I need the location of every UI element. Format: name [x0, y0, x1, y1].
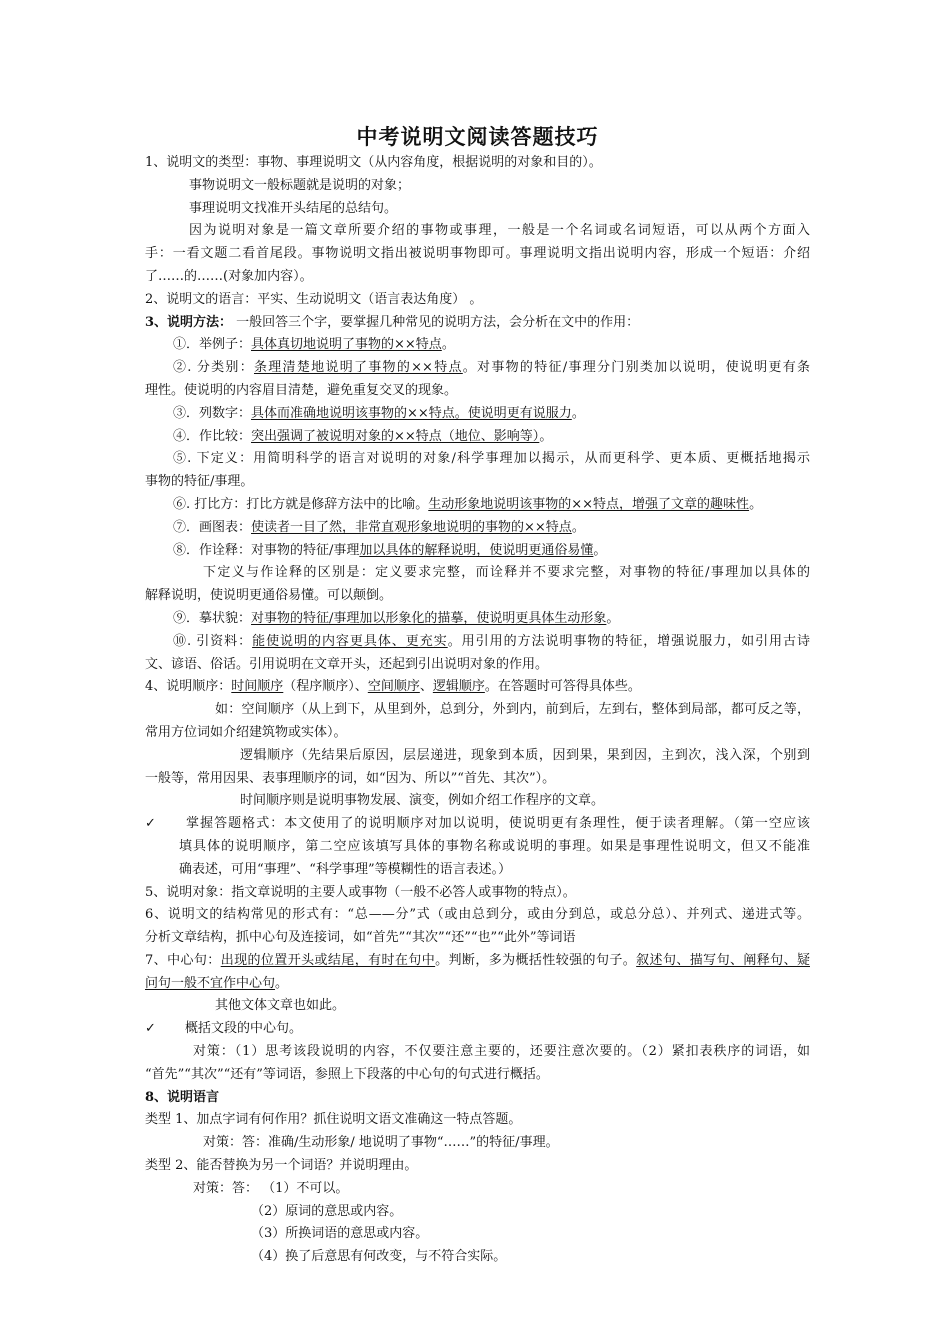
text-segment: 。 [606, 610, 620, 626]
text-segment: 。 [571, 405, 585, 421]
text-segment: 。 [571, 519, 585, 535]
text-line [145, 722, 810, 745]
underlined-text: 突出强调了被说明对象的××特点（地位、影响等） [251, 428, 540, 444]
text-line [145, 768, 810, 791]
text-line [145, 813, 810, 836]
text-segment: 。在答题时可答得具体些。 [484, 679, 641, 695]
text-segment: 解释说明，使说明更通俗易懂。可以颠倒。 [145, 588, 393, 604]
text-line [145, 448, 810, 471]
text-segment: 1、说明文的类型：事物、事理说明文（从内容角度，根据说明的对象和目的）。 [145, 155, 602, 170]
text-segment: 。 [275, 975, 289, 991]
text-line [145, 403, 810, 426]
text-segment: 时间顺序则是说明事物发展、演变，例如介绍工作程序的文章。 [240, 793, 605, 809]
text-line [145, 562, 810, 585]
text-line [145, 631, 810, 654]
text-line [145, 608, 810, 631]
checkmark-icon: ✓ [145, 816, 156, 832]
text-line [145, 152, 810, 175]
text-line [145, 1155, 810, 1178]
underlined-text: 使读者一目了然，非常直观形象地说明的事物的××特点 [251, 519, 572, 535]
text-line [145, 312, 810, 335]
text-segment: 对策：答： （1）不可以。 [193, 1180, 349, 1196]
text-segment: （程序顺序）、 [283, 679, 368, 695]
underlined-text: 能使说明的内容更具体、更充实 [252, 633, 448, 649]
underlined-text: 问句一般不宜作中心句 [145, 975, 276, 991]
document-page [145, 122, 810, 1269]
text-segment: 事物说明文一般标题就是说明的对象； [189, 177, 411, 193]
text-line [145, 927, 810, 950]
text-segment: ④．作比较： [173, 428, 252, 444]
underlined-text: 时间顺序 [231, 679, 284, 695]
text-segment: ②. 分类别： [173, 360, 254, 376]
text-segment: （4）换了后意思有何改变，与不符合实际。 [251, 1249, 507, 1265]
document-body [145, 152, 810, 1269]
text-segment: 。 [749, 496, 763, 512]
text-segment: 掌握答题格式：本文使用了的说明顺序对加以说明，使说明更有条理性，便于读者理解。（第一空应该 [185, 816, 810, 832]
text-line [145, 1223, 810, 1246]
text-segment: 对策：答：准确/生动形象/ 地说明了事物“……”的特征/事理。 [203, 1135, 559, 1151]
text-segment: 。 [441, 337, 455, 353]
text-line [145, 471, 810, 494]
text-segment: （2）原词的意思或内容。 [251, 1203, 403, 1219]
text-segment: 。对事物的特征/事理分门别类加以说明，使说明更有条 [462, 360, 810, 376]
underlined-text: 逻辑顺序 [432, 679, 485, 695]
underlined-text: 对事物的特征/事理加以形象化的描摹，使说明更具体生动形象 [251, 610, 607, 626]
text-segment: 理性。使说明的内容眉目清楚，避免重复交叉的现象。 [145, 382, 458, 398]
text-line [145, 1201, 810, 1224]
text-line [145, 198, 810, 221]
text-line [145, 517, 810, 540]
text-segment: 6、说明文的结构常见的形式有：“总——分”式（或由总到分，或由分到总，或总分总）、并列式、递进式等。 [145, 907, 810, 923]
text-segment: 7、中心句： [145, 952, 221, 968]
text-segment: 如：空间顺序（从上到下，从里到外，总到分，外到内，前到后，左到右，整体到局部，都可反之等， [215, 702, 810, 718]
text-line [145, 494, 810, 517]
text-line [145, 585, 810, 608]
text-segment: 3、说明方法： [145, 314, 233, 330]
text-segment: 了……的……(对象加内容）。 [145, 268, 313, 284]
text-line [145, 1041, 810, 1064]
text-line [145, 540, 810, 563]
text-segment: ⑨．摹状貌： [173, 610, 252, 626]
text-line [145, 859, 810, 882]
checkmark-icon: ✓ [145, 1021, 156, 1037]
text-line [145, 995, 810, 1018]
text-segment: ⑦．画图表： [173, 519, 252, 535]
text-line [145, 426, 810, 449]
text-line [145, 904, 810, 927]
text-segment: 概括文段的中心句。 [185, 1021, 303, 1037]
text-segment: 2、说明文的语言：平实、生动说明文（语言表达角度） 。 [145, 291, 483, 307]
text-line [145, 790, 810, 813]
text-segment: 、 [419, 679, 433, 695]
text-line [145, 357, 810, 380]
text-line [145, 1109, 810, 1132]
text-line [145, 175, 810, 198]
text-segment: 对策：（1）思考该段说明的内容，不仅要注意主要的，还要注意次要的。（2）紧扣表秩序的词语，如 [193, 1044, 810, 1060]
text-segment: 一般等，常用因果、表事理顺序的词，如“因为、所以”“首先、其次”）。 [145, 770, 556, 786]
text-segment: （3）所换词语的意思或内容。 [251, 1226, 429, 1242]
text-line [145, 654, 810, 677]
text-segment: 确表述，可用“事理”、“科学事理”等模糊性的语言表述。） [179, 861, 512, 877]
underlined-text: 具体真切地说明了事物的××特点 [251, 337, 442, 353]
text-segment: ①．举例子： [173, 337, 252, 353]
page-title: 中考说明文阅读答题技巧 [356, 125, 599, 149]
text-segment: 其他文体文章也如此。 [215, 998, 346, 1014]
underlined-text: 空间顺序 [367, 679, 420, 695]
text-segment: “首先”“其次”“还有”等词语，参照上下段落的中心句的句式进行概括。 [145, 1066, 549, 1082]
text-segment: 因为说明对象是一篇文章所要介绍的事物或事理，一般是一个名词或名词短语，可以从两个方面入 [189, 223, 810, 239]
text-line [145, 745, 810, 768]
text-line [145, 699, 810, 722]
text-segment: 下定义与作诠释的区别是：定义要求完整，而诠释并不要求完整，对事物的特征/事理加以具体的 [203, 565, 810, 581]
text-segment: 一般回答三个字，要掌握几种常见的说明方法，会分析在文中的作用： [232, 314, 640, 330]
underlined-text: 叙述句、描写句、阐释句、疑 [636, 952, 810, 968]
text-line [145, 334, 810, 357]
text-segment: 5、说明对象：指文章说明的主要人或事物（一般不必答人或事物的特点）。 [145, 884, 576, 900]
text-segment: 类型 2、能否替换为另一个词语？并说明理由。 [145, 1158, 418, 1174]
text-segment: 。判断，多为概括性较强的句子。 [435, 952, 637, 968]
text-line [145, 1064, 810, 1087]
text-line [145, 836, 810, 859]
text-segment: 4、说明顺序： [145, 679, 232, 695]
text-segment: 8、说明语言 [145, 1089, 220, 1105]
text-line [145, 882, 810, 905]
text-line [145, 1087, 810, 1110]
underlined-text: 出现的位置开头或结尾，有时在句中 [220, 952, 436, 968]
text-line [145, 220, 810, 243]
text-segment: ③．列数字： [173, 405, 252, 421]
text-line [145, 1178, 810, 1201]
text-line [145, 950, 810, 973]
text-segment: 文、谚语、俗话。引用说明在文章开头，还起到引出说明对象的作用。 [145, 656, 549, 672]
text-line [145, 973, 810, 996]
text-segment: ⑩. 引资料： [173, 633, 253, 649]
text-segment: 。 [593, 542, 607, 558]
text-segment: 填具体的说明顺序，第二空应该填写具体的事物名称或说明的事理。如果是事理性说明文，但又不能准 [179, 838, 810, 854]
text-line [145, 266, 810, 289]
text-line [145, 380, 810, 403]
text-segment: ⑤. 下定义：用简明科学的语言对说明的对象/科学事理加以揭示，从而更科学、更本质、更概括地揭示 [173, 451, 810, 467]
text-segment: 事物的特征/事理。 [145, 474, 254, 490]
text-segment: 逻辑顺序（先结果后原因，层层递进，现象到本质，因到果，果到因，主到次，浅入深，个别到 [240, 747, 810, 763]
text-segment: 类型 1、加点字词有何作用？抓住说明文语文准确这一特点答题。 [145, 1112, 522, 1128]
underlined-text: 条理清楚地说明了事物的××特点 [253, 360, 463, 376]
text-segment: 分析文章结构，抓中心句及连接词，如“首先”“其次”“还”“也”“此外”等词语 [145, 930, 576, 946]
text-segment: 。用引用的方法说明事物的特征，增强说服力，如引用古诗 [447, 633, 810, 649]
text-segment: ⑧．作诠释：对事物的特征/事理 [173, 542, 360, 558]
text-segment: 事理说明文找准开头结尾的总结句。 [189, 200, 398, 216]
text-segment: ⑥. 打比方：打比方就是修辞方法中的比喻。 [173, 496, 429, 512]
text-line [145, 1132, 810, 1155]
underlined-text: 具体而准确地说明该事物的××特点。使说明更有说服力 [251, 405, 572, 421]
text-line [145, 676, 810, 699]
text-segment: 手：一看文题二看首尾段。事物说明文指出被说明事物即可。事理说明文指出说明内容，形成一个短语：介绍 [145, 246, 810, 262]
text-segment: 。 [539, 428, 553, 444]
underlined-text: 加以具体的解释说明，使说明更通俗易懂 [359, 542, 594, 558]
text-segment: 常用方位词如介绍建筑物或实体）。 [145, 724, 347, 740]
underlined-text: 生动形象地说明该事物的××特点，增强了文章的趣味性 [428, 496, 750, 512]
text-line [145, 289, 810, 312]
text-line [145, 1246, 810, 1269]
text-line [145, 243, 810, 266]
text-line [145, 1018, 810, 1041]
